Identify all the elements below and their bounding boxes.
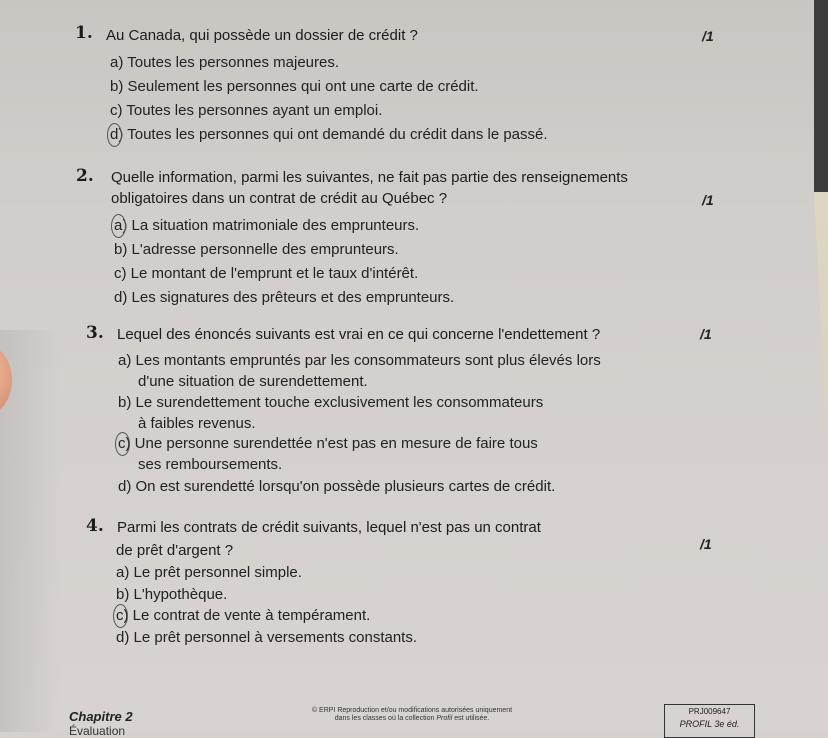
option-d[interactable]: [114, 288, 454, 308]
option-text: Une personne surendettée n'est pas en mesure de faire tous: [134, 435, 538, 452]
option-letter: c): [110, 102, 123, 119]
points-mark: /1: [702, 192, 714, 208]
option-a[interactable]: [114, 216, 419, 236]
option-letter: a): [110, 54, 124, 71]
option-letter: b): [118, 394, 132, 411]
option-text: L'adresse personnelle des emprunteurs.: [131, 241, 399, 258]
edition-label: PROFIL 3e éd.: [679, 719, 740, 729]
option-text: Le contrat de vente à tempérament.: [132, 607, 371, 624]
collection-name: Profil: [436, 715, 453, 722]
background-edge: [814, 0, 828, 192]
option-text: Seulement les personnes qui ont une carte de crédit.: [127, 78, 479, 95]
option-d[interactable]: [116, 628, 417, 648]
question-number: 3.: [86, 323, 104, 343]
copyright-notice: [282, 707, 542, 723]
question-text: Parmi les contrats de crédit suivants, lequel n'est pas un contrat: [117, 519, 541, 536]
option-letter: b): [114, 241, 128, 258]
option-text: Le montant de l'emprunt et le taux d'intérêt.: [130, 265, 419, 282]
option-c[interactable]: [118, 434, 538, 454]
option-text: Les signatures des prêteurs et des emprunteurs.: [131, 289, 455, 306]
points-mark: /1: [700, 326, 712, 342]
question-text-cont: obligatoires dans un contrat de crédit au Québec ?: [111, 190, 448, 207]
option-d[interactable]: [110, 125, 548, 145]
option-c[interactable]: [110, 101, 382, 121]
section-label: Évaluation: [69, 724, 126, 738]
option-b[interactable]: [118, 393, 543, 413]
option-text: Les montants empruntés par les consommateurs sont plus élevés lors: [135, 352, 601, 369]
option-letter: b): [116, 586, 130, 603]
option-c[interactable]: [116, 606, 370, 626]
option-letter-circled: c): [116, 607, 129, 624]
product-code-box: [664, 704, 755, 738]
copyright-text: est utilisée.: [452, 715, 490, 722]
points-mark: /1: [700, 536, 712, 552]
question-text-cont: de prêt d'argent ?: [116, 542, 234, 559]
option-d[interactable]: [118, 477, 555, 497]
option-a[interactable]: [118, 351, 601, 371]
copyright-text: dans les classes où la collection: [334, 715, 437, 722]
question-text: Quelle information, parmi les suivantes, ne fait pas partie des renseignements: [111, 169, 628, 186]
copyright-line-1: © ERPI Reproduction et/ou modifications autorisées uniquement: [311, 707, 513, 714]
option-letter: b): [110, 78, 124, 95]
product-code: PRJ009647: [688, 707, 731, 716]
question-text: Lequel des énoncés suivants est vrai en ce qui concerne l'endettement ?: [117, 326, 601, 343]
option-a[interactable]: [116, 563, 302, 583]
option-letter-circled: c): [118, 435, 131, 452]
option-b[interactable]: [116, 585, 227, 605]
option-text-cont: ses remboursements.: [138, 456, 283, 473]
option-text: L'hypothèque.: [133, 586, 228, 603]
option-letter-circled: d): [110, 126, 124, 143]
option-text: On est surendetté lorsqu'on possède plusieurs cartes de crédit.: [135, 478, 556, 495]
option-letter-circled: a): [114, 217, 128, 234]
option-letter: d): [118, 478, 132, 495]
option-a[interactable]: [110, 53, 339, 73]
option-text: La situation matrimoniale des emprunteurs.: [131, 217, 420, 234]
question-number: 2.: [76, 166, 94, 186]
question-text: Au Canada, qui possède un dossier de crédit ?: [106, 27, 418, 44]
option-letter: d): [116, 629, 130, 646]
option-letter: d): [114, 289, 128, 306]
option-b[interactable]: [114, 240, 399, 260]
question-number: 4.: [86, 516, 104, 536]
option-letter: a): [118, 352, 132, 369]
option-text: Le surendettement touche exclusivement les consommateurs: [135, 394, 544, 411]
chapter-label: Chapitre 2: [69, 709, 133, 724]
option-b[interactable]: [110, 77, 479, 97]
option-text-cont: d'une situation de surendettement.: [138, 373, 368, 390]
option-text: Toutes les personnes ayant un emploi.: [126, 102, 383, 119]
copyright-line-2: [282, 715, 542, 723]
option-text-cont: à faibles revenus.: [138, 415, 256, 432]
option-text: Le prêt personnel à versements constants.: [133, 629, 418, 646]
option-text: Toutes les personnes majeures.: [127, 54, 340, 71]
question-number: 1.: [75, 23, 93, 43]
option-letter: a): [116, 564, 130, 581]
option-c[interactable]: [114, 264, 418, 284]
points-mark: /1: [702, 28, 714, 44]
option-letter: c): [114, 265, 127, 282]
option-text: Le prêt personnel simple.: [133, 564, 302, 581]
option-text: Toutes les personnes qui ont demandé du crédit dans le passé.: [127, 126, 548, 143]
